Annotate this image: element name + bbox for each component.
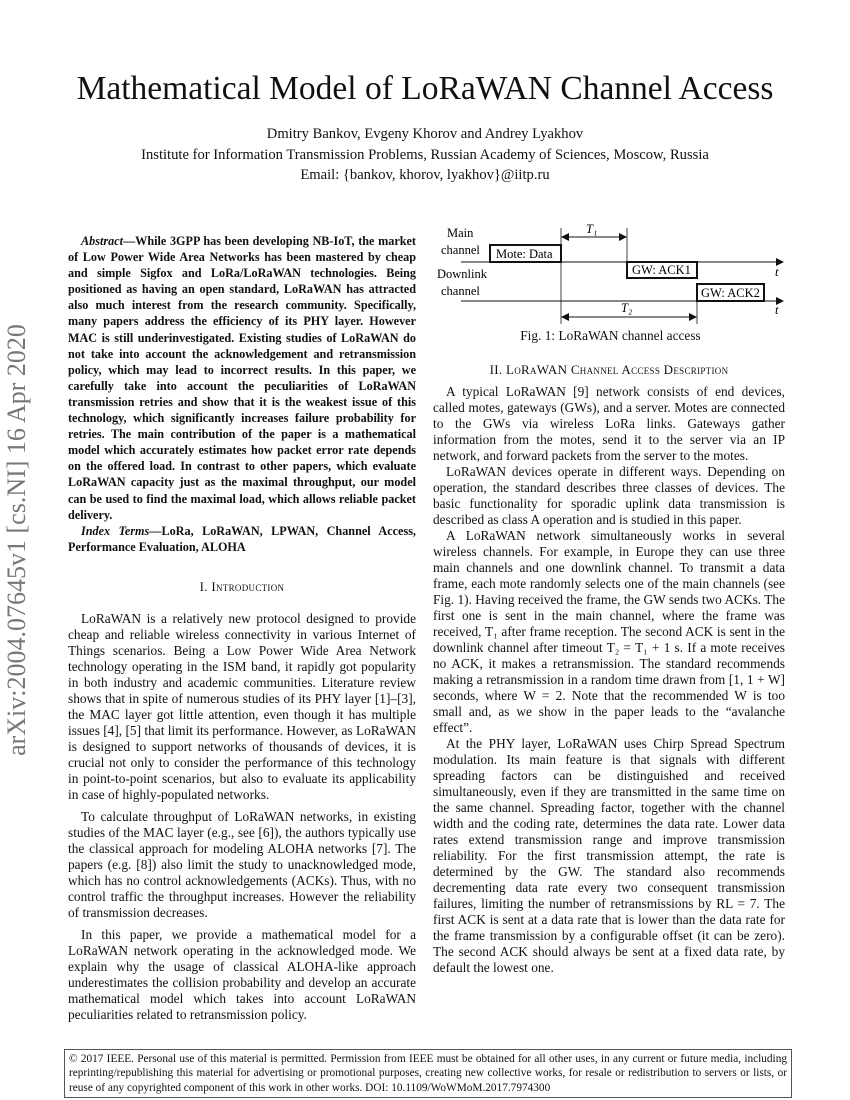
svg-text:channel: channel bbox=[441, 243, 480, 257]
abstract-text: —While 3GPP has been developing NB-IoT, the market of Low Power Wide Area Networks has been mastered by cheap and simple Sigfox and LoRa/LoRaWAN technologies. Being positioned as having an open standard, LoRaWAN has attracted also much interest from the research community. Specifically, many papers address the efficiency of its PHY layer. However MAC is still underinvestigated. Existing studies of LoRaWAN do not take into account the acknowledgement and retransmission policy, which may lead to incorrect results. In this paper, we carefully take into account the peculiarities of LoRaWAN transmission retries and show that it is the weakest issue of this technology, which significantly increases failure probability for retries. The main contribution of the paper is a mathematical model which accurately estimates how packet error rate depends on the offered load. In contrast to other papers, which evaluate LoRaWAN capacity just as the maximal throughput, our model can be used to find the maximal load, which allows reliable packet delivery. bbox=[68, 234, 416, 522]
paragraph: LoRaWAN devices operate in different ways. Depending on operation, the standard describes three classes of devices. The basic functionality for sporadic uplink data transmission is described as class A operation and is studied in this paper. bbox=[433, 464, 785, 527]
abstract bbox=[68, 233, 416, 555]
figure-caption: Fig. 1: LoRaWAN channel access bbox=[520, 328, 701, 343]
svg-text:GW: ACK2: GW: ACK2 bbox=[701, 286, 760, 300]
paragraph: At the PHY layer, LoRaWAN uses Chirp Spread Spectrum modulation. Its main feature is that signals with different spreading factors can be distinguished and received simultaneously, even if they are transmitted in the same time on the same channel. Spreading factor, together with the channel width and the coding rate, determines the data rate. Lower data rates extend transmission range and improve transmission reliability. For the first transmission attempt, the rate is determined by the GW. The standard also recommends decrementing data rate every two consequent transmission failures, limiting the number of retransmissions by RL = 7. The first ACK is sent at a data rate that is lower than the data rate for the frame transmission by a configurable offset (it can be zero). The second ACK should always be sent at a fixed data rate, by default the lowest one. bbox=[433, 736, 785, 975]
affiliation: Institute for Information Transmission Problems, Russian Academy of Sciences, Moscow, Russia bbox=[141, 147, 709, 163]
downlink-channel-label: Downlink bbox=[437, 267, 487, 281]
paragraph: In this paper, we provide a mathematical model for a LoRaWAN network operating in the acknowledged mode. We explain why the usage of classical ALOHA-like approach underestimates the collision probability and develop an accurate mathematical model which takes into account LoRaWAN peculiarities related to retransmission policy. bbox=[68, 926, 416, 1022]
main-channel-label: Main bbox=[447, 226, 474, 240]
abstract-label: Abstract bbox=[81, 234, 123, 248]
email: Email: {bankov, khorov, lyakhov}@iitp.ru bbox=[300, 167, 550, 183]
svg-text:t: t bbox=[775, 265, 779, 279]
index-terms-text: —LoRa, LoRaWAN, LPWAN, Channel Access, Performance Evaluation, ALOHA bbox=[68, 523, 416, 554]
paragraph: LoRaWAN is a relatively new protocol designed to provide cheap and reliable wireless connectivity in various Internet of Things scenarios. Being a Low Power Wide Area Network technology operating in the ISM band, it rapidly got popularity in both industry and academic communities. Literature review shows that in spite of numerous studies of its PHY layer [1]–[3], the MAC layer got little attention, even though it has multiple issues [4], [5] that limit its performance. However, as LoRaWAN is designed to support networks of thousands of devices, it is crucial not only to consider the performance of this technology in point-to-point scenarios, but also to evaluate its applicability in case of highly-populated networks. bbox=[68, 610, 416, 802]
right-column bbox=[433, 362, 785, 976]
section-heading-channel-access: II. LoRaWAN Channel Access Description bbox=[489, 362, 729, 377]
figure-channel-access bbox=[433, 222, 788, 344]
copyright-notice: © 2017 IEEE. Personal use of this material is permitted. Permission from IEEE must be obtained for all other uses, in any current or future media, including reprinting/republishing this material for advertising or promotional purposes, creating new collective works, for resale or redistribution to servers or lists, or reuse of any copyrighted component of this work in other works. DOI: 10.1109/WoWMoM.2017.7974300 bbox=[64, 1049, 792, 1098]
paragraph: To calculate throughput of LoRaWAN networks, in existing studies of the MAC layer (e.g., see [6]), the authors typically use the classical approach for modeling ALOHA networks [7]. The papers (e.g. [8]) also limit the study to unacknowledged mode, which has no control acknowledgements (ACKs). Thus, with no control traffic the throughput increases. However the reliability of transmission decreases. bbox=[68, 808, 416, 920]
arxiv-identifier: arXiv:2004.07645v1 [cs.NI] 16 Apr 2020 bbox=[2, 324, 31, 756]
svg-text:GW: ACK1: GW: ACK1 bbox=[632, 263, 691, 277]
authors: Dmitry Bankov, Evgeny Khorov and Andrey Lyakhov bbox=[266, 126, 584, 142]
left-column bbox=[68, 233, 416, 1023]
section-heading-introduction: I. Introduction bbox=[199, 578, 285, 594]
t2-label: T₂ bbox=[621, 301, 633, 315]
paragraph: A LoRaWAN network simultaneously works in several wireless channels. For example, in Europe they can use three main channels and one downlink channel. To transmit a data frame, each mote randomly selects one of the main channels (see Fig. 1). Having received the frame, the GW sends two ACKs. The first one is sent in the main channel, where the frame was received, T₁ after frame reception. The second ACK is sent in the downlink channel after timeout T₂ = T₁ + 1 s. If a mote receives no ACK, it makes a retransmission. The standard recommends making a retransmission in a random time drawn from [1, 1 + W] seconds, where W = 2. Note that the recommended W is too small and, as we show in the paper leads to the “avalanche effect”. bbox=[433, 528, 785, 735]
svg-text:channel: channel bbox=[441, 284, 480, 298]
t1-label: T₁ bbox=[586, 222, 598, 236]
svg-text:t: t bbox=[775, 303, 779, 317]
paper-title: Mathematical Model of LoRaWAN Channel Access bbox=[76, 70, 774, 107]
index-terms-label: Index Terms bbox=[81, 523, 150, 538]
paragraph: A typical LoRaWAN [9] network consists of end devices, called motes, gateways (GWs), and a server. Motes are connected to the GWs via wireless LoRa links. Gateways gather information from the motes, send it to the server via an IP network, and forward packets from the server to the motes. bbox=[433, 384, 785, 463]
svg-text:Mote: Data: Mote: Data bbox=[496, 247, 553, 261]
